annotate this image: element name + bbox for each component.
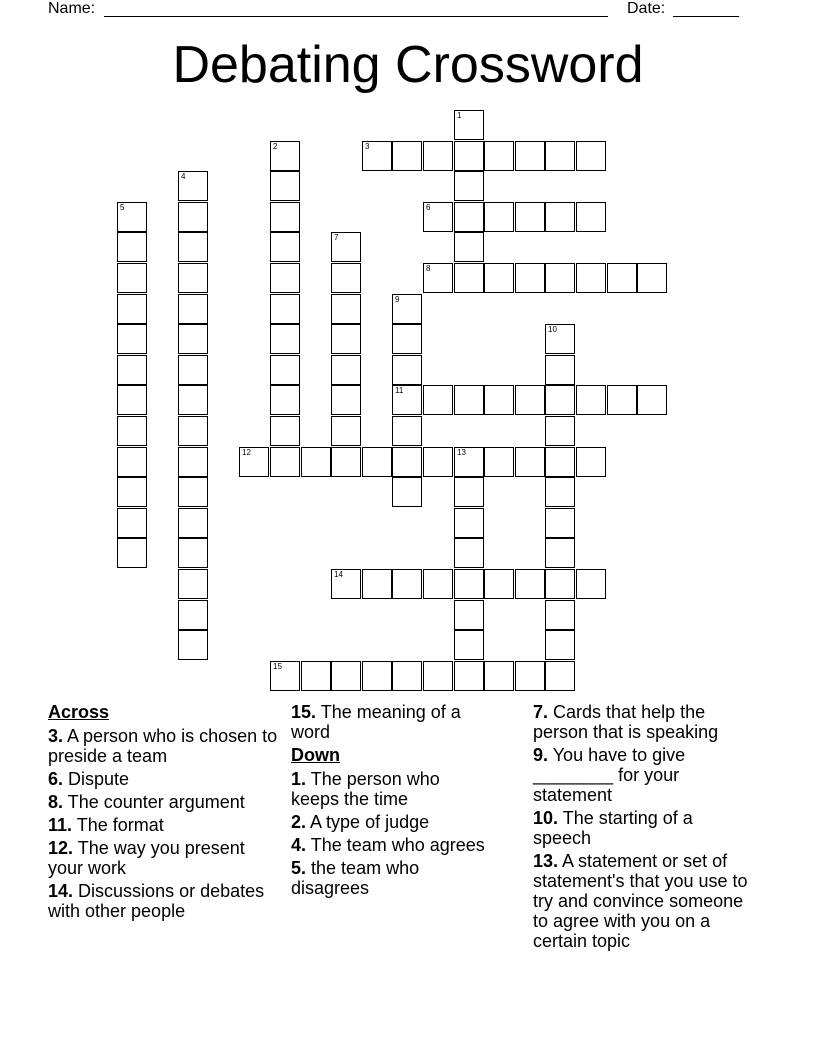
grid-cell[interactable] (331, 569, 361, 599)
grid-cell[interactable] (331, 324, 361, 354)
grid-cell[interactable] (545, 416, 575, 446)
clue-across-14: 14. Discussions or debates with other people (48, 881, 265, 921)
grid-cell[interactable] (392, 569, 422, 599)
grid-cell[interactable] (545, 355, 575, 385)
grid-cell[interactable] (331, 294, 361, 324)
grid-cell[interactable] (117, 324, 147, 354)
grid-cell[interactable] (178, 416, 208, 446)
grid-cell[interactable] (270, 661, 300, 691)
grid-cell[interactable] (423, 661, 453, 691)
grid-cell[interactable] (331, 447, 361, 477)
grid-cell[interactable] (392, 355, 422, 385)
clue-across-3: 3. A person who is chosen to preside a team (48, 726, 278, 766)
grid-cell[interactable] (270, 355, 300, 385)
grid-cell[interactable] (270, 294, 300, 324)
clue-number: 13 (457, 448, 466, 457)
clue-across-12: 12. The way you present your work (48, 838, 245, 878)
clue-across-6: 6. Dispute (48, 769, 130, 789)
grid-cell[interactable] (454, 569, 484, 599)
grid-cell[interactable] (545, 263, 575, 293)
grid-cell[interactable] (545, 600, 575, 630)
clue-number: 12 (242, 448, 251, 457)
clue-down-1: 1. The person who keeps the time (291, 769, 440, 809)
grid-cell[interactable] (454, 600, 484, 630)
clue-number: 7 (334, 233, 339, 242)
grid-cell[interactable] (117, 447, 147, 477)
clue-number: 2 (273, 142, 278, 151)
grid-cell[interactable] (484, 569, 514, 599)
clue-number: 4 (181, 172, 186, 181)
grid-cell[interactable] (484, 202, 514, 232)
grid-cell[interactable] (270, 263, 300, 293)
grid-cell[interactable] (454, 141, 484, 171)
clue-number: 9 (395, 295, 400, 304)
grid-cell[interactable] (117, 385, 147, 415)
clue-number: 6 (426, 203, 431, 212)
grid-cell[interactable] (331, 355, 361, 385)
grid-cell[interactable] (454, 263, 484, 293)
clues-column-1 (48, 702, 284, 924)
grid-cell[interactable] (178, 630, 208, 660)
grid-cell[interactable] (331, 232, 361, 262)
grid-cell[interactable] (484, 447, 514, 477)
clue-across-15: 15. The meaning of a word (291, 702, 461, 742)
grid-cell[interactable] (392, 447, 422, 477)
grid-cell[interactable] (515, 569, 545, 599)
grid-cell[interactable] (484, 141, 514, 171)
grid-cell[interactable] (454, 171, 484, 201)
grid-cell[interactable] (117, 263, 147, 293)
grid-cell[interactable] (331, 661, 361, 691)
clue-down-10: 10. The starting of a speech (533, 808, 693, 848)
grid-cell[interactable] (178, 232, 208, 262)
clue-down-7: 7. Cards that help the person that is speaking (533, 702, 719, 742)
grid-cell[interactable] (117, 477, 147, 507)
grid-cell[interactable] (576, 141, 606, 171)
grid-cell[interactable] (270, 447, 300, 477)
grid-cell[interactable] (270, 171, 300, 201)
grid-cell[interactable] (270, 385, 300, 415)
clue-number: 14 (334, 570, 343, 579)
grid-cell[interactable] (545, 141, 575, 171)
clue-down-5: 5. the team who disagrees (291, 858, 420, 898)
clues-column-2 (291, 702, 491, 901)
grid-cell[interactable] (117, 508, 147, 538)
grid-cell[interactable] (545, 477, 575, 507)
grid-cell[interactable] (484, 385, 514, 415)
grid-cell[interactable] (392, 477, 422, 507)
grid-cell[interactable] (270, 141, 300, 171)
grid-cell[interactable] (576, 263, 606, 293)
grid-cell[interactable] (576, 385, 606, 415)
grid-cell[interactable] (423, 447, 453, 477)
grid-cell[interactable] (178, 355, 208, 385)
grid-cell[interactable] (117, 232, 147, 262)
grid-cell[interactable] (423, 202, 453, 232)
grid-cell[interactable] (454, 508, 484, 538)
grid-cell[interactable] (178, 324, 208, 354)
grid-cell[interactable] (331, 263, 361, 293)
grid-cell[interactable] (545, 538, 575, 568)
grid-cell[interactable] (178, 508, 208, 538)
grid-cell[interactable] (545, 324, 575, 354)
grid-cell[interactable] (454, 110, 484, 140)
grid-cell[interactable] (515, 661, 545, 691)
grid-cell[interactable] (392, 141, 422, 171)
grid-cell[interactable] (545, 569, 575, 599)
grid-cell[interactable] (117, 416, 147, 446)
clue-down-9: 9. You have to give ________ for your statement (533, 745, 686, 805)
clue-down-2: 2. A type of judge (291, 812, 430, 832)
grid-cell[interactable] (362, 447, 392, 477)
grid-cell[interactable] (454, 630, 484, 660)
grid-cell[interactable] (270, 202, 300, 232)
grid-cell[interactable] (178, 600, 208, 630)
grid-cell[interactable] (423, 263, 453, 293)
grid-cell[interactable] (484, 661, 514, 691)
grid-cell[interactable] (454, 202, 484, 232)
grid-cell[interactable] (270, 324, 300, 354)
grid-cell[interactable] (270, 232, 300, 262)
grid-cell[interactable] (515, 263, 545, 293)
grid-cell[interactable] (178, 171, 208, 201)
grid-cell[interactable] (117, 294, 147, 324)
grid-cell[interactable] (454, 661, 484, 691)
grid-cell[interactable] (545, 447, 575, 477)
grid-cell[interactable] (637, 385, 667, 415)
grid-cell[interactable] (576, 447, 606, 477)
grid-cell[interactable] (392, 294, 422, 324)
grid-cell[interactable] (178, 202, 208, 232)
clue-number: 5 (120, 203, 125, 212)
grid-cell[interactable] (545, 661, 575, 691)
grid-cell[interactable] (392, 385, 422, 415)
grid-cell[interactable] (545, 202, 575, 232)
grid-cell[interactable] (484, 263, 514, 293)
clues-column-3 (533, 702, 748, 954)
grid-cell[interactable] (515, 202, 545, 232)
grid-cell[interactable] (515, 141, 545, 171)
grid-cell[interactable] (178, 263, 208, 293)
clue-across-11: 11. The format (48, 815, 164, 835)
grid-cell[interactable] (515, 385, 545, 415)
down-heading: Down (291, 745, 340, 765)
grid-cell[interactable] (454, 477, 484, 507)
grid-cell[interactable] (178, 538, 208, 568)
grid-cell[interactable] (331, 385, 361, 415)
grid-cell[interactable] (362, 569, 392, 599)
grid-cell[interactable] (423, 141, 453, 171)
clue-down-13: 13. A statement or set of statement's that you use to try and convince someone to agree with you on a certain topic (533, 851, 748, 951)
grid-cell[interactable] (454, 385, 484, 415)
grid-cell[interactable] (301, 447, 331, 477)
grid-cell[interactable] (117, 202, 147, 232)
grid-cell[interactable] (392, 324, 422, 354)
grid-cell[interactable] (545, 385, 575, 415)
grid-cell[interactable] (178, 569, 208, 599)
grid-cell[interactable] (392, 661, 422, 691)
grid-cell[interactable] (239, 447, 269, 477)
clue-number: 1 (457, 111, 462, 120)
grid-cell[interactable] (178, 477, 208, 507)
grid-cell[interactable] (178, 385, 208, 415)
clue-number: 3 (365, 142, 370, 151)
clue-down-4: 4. The team who agrees (291, 835, 485, 855)
grid-cell[interactable] (178, 447, 208, 477)
grid-cell[interactable] (545, 630, 575, 660)
clue-number: 15 (273, 662, 282, 671)
grid-cell[interactable] (515, 447, 545, 477)
date-label: Date: (627, 0, 666, 17)
grid-cell[interactable] (454, 538, 484, 568)
grid-cell[interactable] (607, 385, 637, 415)
grid-cell[interactable] (117, 538, 147, 568)
name-label: Name: (48, 0, 96, 17)
clue-across-8: 8. The counter argument (48, 792, 245, 812)
grid-cell[interactable] (362, 661, 392, 691)
grid-cell[interactable] (392, 416, 422, 446)
grid-cell[interactable] (454, 447, 484, 477)
grid-cell[interactable] (301, 661, 331, 691)
grid-cell[interactable] (545, 508, 575, 538)
grid-cell[interactable] (270, 416, 300, 446)
grid-cell[interactable] (576, 569, 606, 599)
across-heading: Across (48, 702, 110, 722)
page-title: Debating Crossword (172, 36, 644, 94)
grid-cell[interactable] (178, 294, 208, 324)
grid-cell[interactable] (576, 202, 606, 232)
grid-cell[interactable] (117, 355, 147, 385)
clue-number: 10 (548, 325, 557, 334)
grid-cell[interactable] (454, 232, 484, 262)
grid-cell[interactable] (362, 141, 392, 171)
grid-cell[interactable] (423, 385, 453, 415)
grid-cell[interactable] (607, 263, 637, 293)
clue-number: 8 (426, 264, 431, 273)
clue-number: 11 (395, 386, 404, 395)
grid-cell[interactable] (637, 263, 667, 293)
grid-cell[interactable] (331, 416, 361, 446)
grid-cell[interactable] (423, 569, 453, 599)
